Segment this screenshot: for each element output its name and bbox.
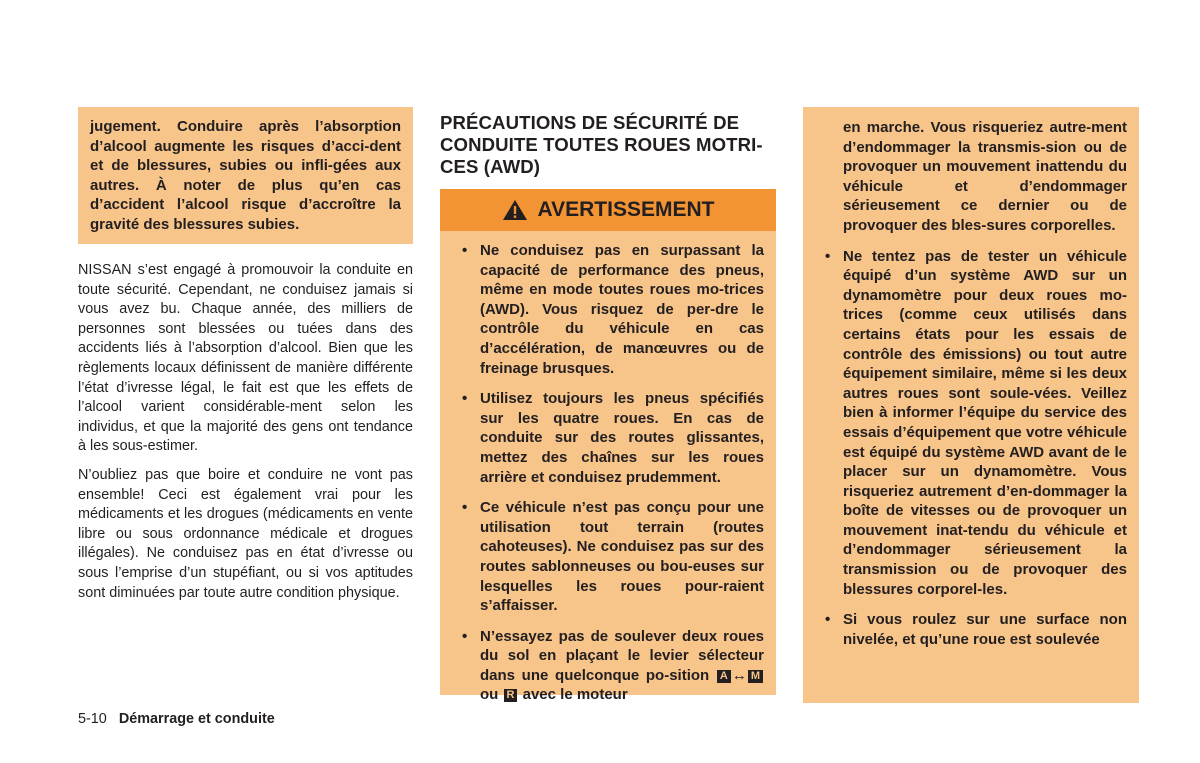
caution-box-continued	[78, 107, 413, 244]
warning-list	[815, 247, 1127, 650]
paragraph: N’oubliez pas que boire et conduire ne vont pas ensemble! Ceci est également vrai pour les médicaments et les drogues (médicaments en vente libre ou sous ordonnance médicale et drogues illégales). Ne conduisez pas en état d’ivresse ou sous l’emprise d’un stupéfiant, ou si vos aptitudes sont diminuées par toute autre condition physique.	[78, 466, 413, 601]
warning-list	[452, 241, 764, 705]
page-footer	[78, 711, 478, 727]
gear-arrow: ↔	[731, 666, 747, 684]
warning-triangle-icon	[502, 199, 528, 221]
list-item	[452, 627, 764, 705]
section-title: Démarrage et conduite	[118, 711, 275, 727]
gear-m-badge: M	[748, 670, 763, 683]
list-item-text: avec le moteur	[522, 686, 628, 704]
list-item: • Si vous roulez sur une surface non nivelée, et qu’une roue est soulevée	[815, 610, 1127, 649]
list-item: • Ne conduisez pas en surpassant la capacité de performance des pneus, même en mode toutes roues mo-trices (AWD). Vous risquez de per-dre le contrôle du véhicule en cas d’accélération, de manœuvres ou de freinage brusques.	[452, 241, 764, 378]
body-text	[78, 261, 413, 612]
list-item-text: N’essayez pas de soulever deux roues du sol en plaçant le levier sélecteur dans une quelconque po-sition	[480, 627, 764, 684]
caution-text: jugement. Conduire après l’absorption d’alcool augmente les risques d’acci-dent et de blessures, subies ou infli-gées aux autres. À noter de plus qu’en cas d’accident l’alcool risque d’accroître la gravité des blessures subies.	[90, 118, 401, 233]
gear-a-badge: A	[717, 670, 731, 683]
list-item-text: ou	[480, 686, 499, 704]
warning-box-continued	[803, 107, 1139, 703]
paragraph: NISSAN s’est engagé à promouvoir la conduite en toute sécurité. Cependant, ne conduisez jamais si vous avez bu. Chaque année, des milliers de personnes sont blessées ou tuées dans des accidents liés à l’absorption d’alcool. Bien que les règlements locaux définissent de manière différente l’état d’ivresse légal, le fait est que les effets de l’alcool varient considérable-ment selon les individus, et que la majorité des gens ont tendance à les sous-estimer.	[78, 262, 413, 455]
page-number: 5-10	[78, 711, 107, 727]
list-item: • Utilisez toujours les pneus spécifiés sur les quatre roues. En cas de conduite sur des routes glissantes, mettez des chaînes sur les roues arrière et conduisez prudemment.	[452, 389, 764, 487]
list-item: • Ce véhicule n’est pas conçu pour une utilisation tout terrain (routes cahoteuses). Ne conduisez pas sur des routes sablonneuses ou bou-euses sur lesquelles les roues pour-raient s’affaisser.	[452, 498, 764, 616]
continued-text: en marche. Vous risqueriez autre-ment d’endommager la transmis-sion ou de provoquer un mouvement inattendu du véhicule et d’endommager sérieusement ce dernier ou de provoquer des bles-sures corporelles.	[843, 119, 1127, 234]
warning-title: AVERTISSEMENT	[537, 198, 715, 221]
gear-r-badge: R	[504, 689, 518, 702]
warning-box	[440, 231, 776, 704]
list-item: • Ne tentez pas de tester un véhicule équipé d’un système AWD sur un dynamomètre pour deux roues mo-trices (comme ceux utilisés dans certains états pour les essais de contrôle des émissions) ou tout autre équipement similaire, même si les deux autres roues sont soule-vées. Veillez bien à informer l’équipe du service des essais d’équipement que votre véhicule est équipé du système AWD avant de le placer sur un dynamomètre. Vous risqueriez autrement d’en-dommager la boîte de vitesses ou de provoquer un mouvement inat-tendu du véhicule et d’endommager sérieusement la transmission ou de provoquer des blessures corporel-les.	[815, 247, 1127, 600]
section-heading: PRÉCAUTIONS DE SÉCURITÉ DE CONDUITE TOUTES ROUES MOTRI-CES (AWD)	[440, 112, 763, 177]
warning-header	[440, 189, 776, 231]
